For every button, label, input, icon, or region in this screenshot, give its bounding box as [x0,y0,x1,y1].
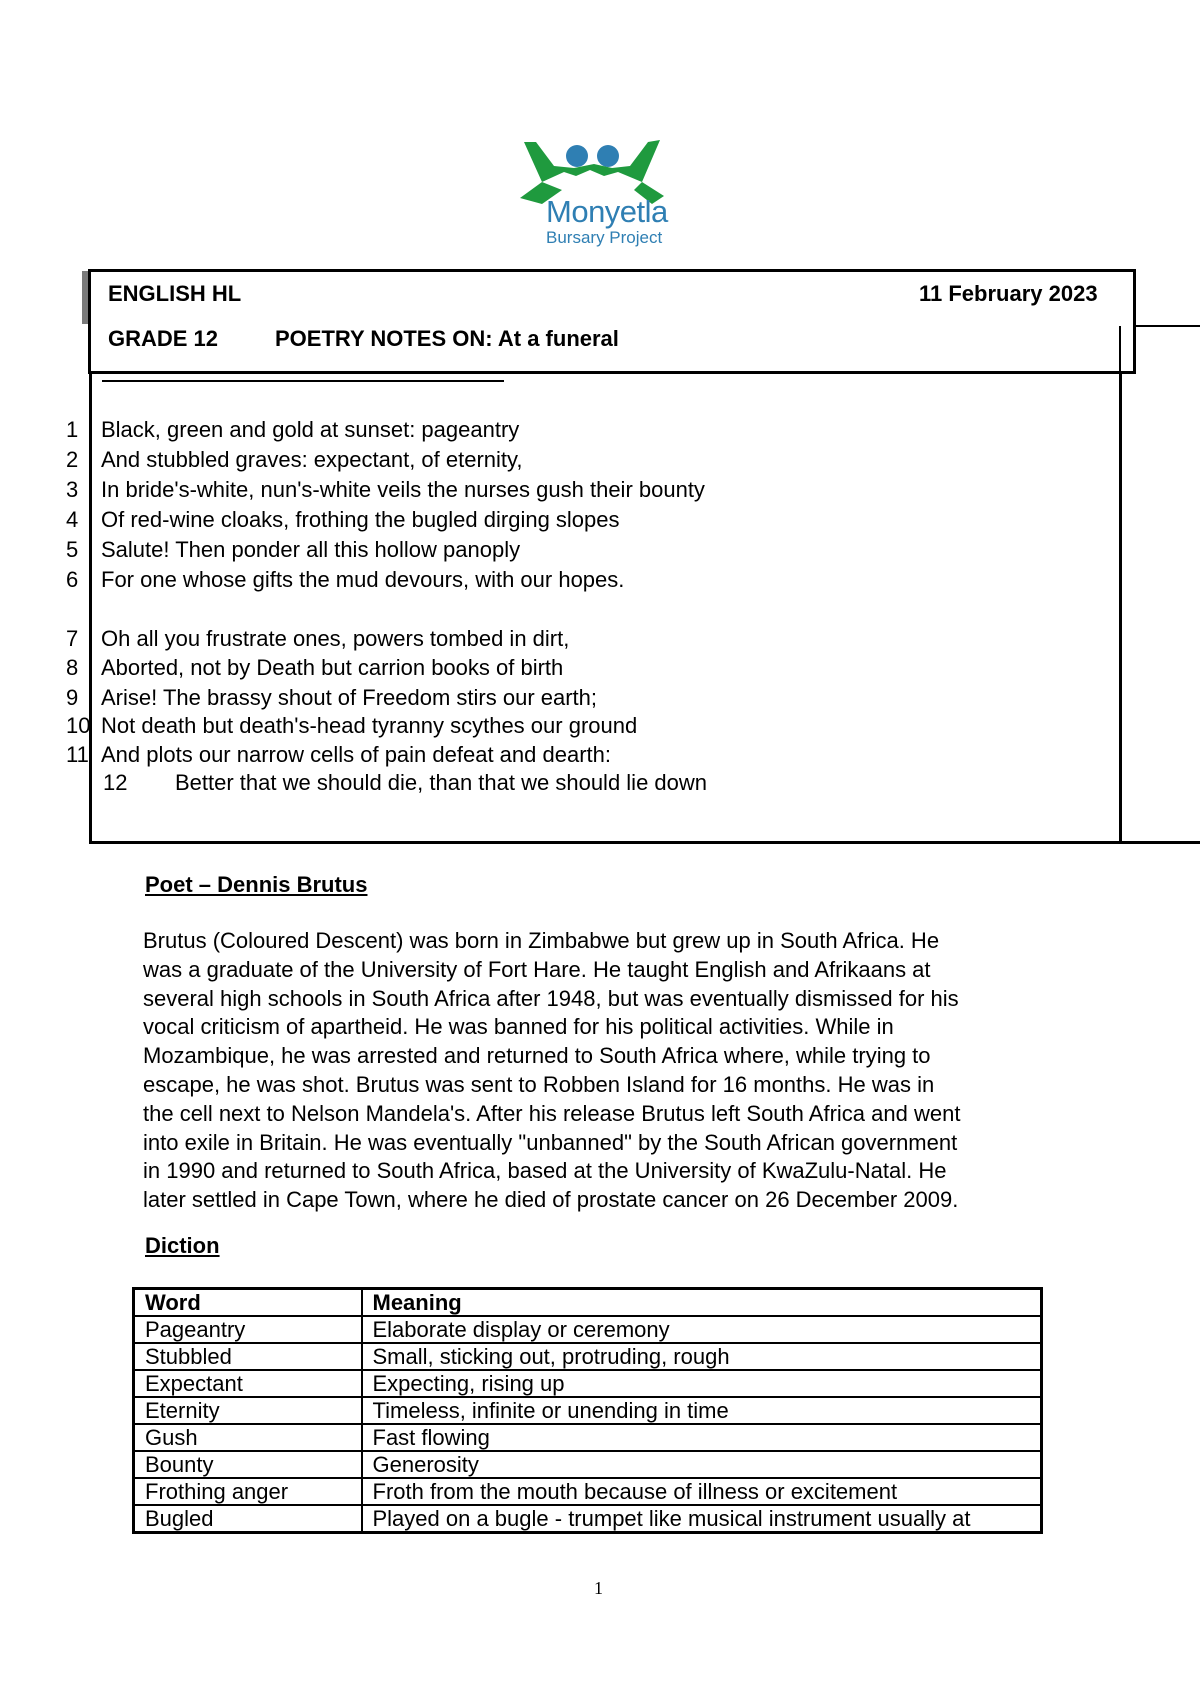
bio-line: escape, he was shot. Brutus was sent to Robben Island for 16 months. He was in [143,1071,935,1097]
poem-line: Better that we should die, than that we should lie down [175,770,708,795]
table-row [134,1397,1042,1424]
bio-line: vocal criticism of apartheid. He was banned for his political activities. While in [143,1014,894,1040]
line-number: 1 [66,417,79,442]
bio-line: was a graduate of the University of Fort Hare. He taught English and Afrikaans at [143,956,931,982]
diction-heading: Diction [145,1233,220,1258]
poem-frame-bottom [89,841,1200,844]
poem-line: Salute! Then ponder all this hollow panoply [101,537,521,562]
table-row [134,1343,1042,1370]
poem-line: In bride's-white, nun's-white veils the nurses gush their bounty [101,477,705,502]
meaning-cell: Expecting, rising up [362,1370,1042,1397]
line-number: 10 [66,713,91,738]
line-number: 8 [66,655,79,680]
poem-line: Arise! The brassy shout of Freedom stirs our earth; [101,685,598,710]
word-cell: Frothing anger [134,1478,362,1505]
poem-line: Black, green and gold at sunset: pageantry [101,417,520,442]
word-cell: Bounty [134,1451,362,1478]
line-number: 12 [103,770,128,795]
poem-line: Oh all you frustrate ones, powers tombed in dirt, [101,626,570,651]
poet-biography [143,927,1063,1215]
meaning-cell: Elaborate display or ceremony [362,1316,1042,1343]
line-number: 3 [66,477,79,502]
poem-frame-left [89,374,92,843]
column-header-meaning: Meaning [362,1289,1042,1317]
meaning-cell: Timeless, infinite or unending in time [362,1397,1042,1424]
line-number: 9 [66,685,79,710]
table-row [134,1505,1042,1533]
poem-line: Not death but death's-head tyranny scythes our ground [101,713,638,738]
bio-line: in 1990 and returned to South Africa, based at the University of KwaZulu-Natal. He [143,1158,947,1184]
column-header-word: Word [134,1289,362,1317]
header-box [88,269,1136,374]
line-number: 7 [66,626,79,651]
poet-heading: Poet – Dennis Brutus [145,872,368,897]
logo-name: Monyetla [546,194,668,229]
poem-line: For one whose gifts the mud devours, with our hopes. [101,567,625,592]
bio-line: later settled in Cape Town, where he died of prostate cancer on 26 December 2009. [143,1187,959,1213]
line-number: 5 [66,537,79,562]
word-cell: Stubbled [134,1343,362,1370]
table-row [134,1478,1042,1505]
subject-label: ENGLISH HL [108,281,242,306]
line-number: 6 [66,567,79,592]
poem-frame-right [1119,374,1122,843]
table-row [134,1451,1042,1478]
bio-line: the cell next to Nelson Mandela's. After his release Brutus left South Africa and went [143,1100,961,1126]
header-side-line [1136,325,1200,327]
table-row [134,1316,1042,1343]
poem-top-rule [102,380,504,382]
table-row [134,1424,1042,1451]
monyetla-logo [512,130,692,248]
logo-subtitle: Bursary Project [546,228,663,247]
bio-line: Brutus (Coloured Descent) was born in Zimbabwe but grew up in South Africa. He [143,928,940,953]
word-cell: Bugled [134,1505,362,1533]
line-number: 2 [66,447,79,472]
poem-line: Aborted, not by Death but carrion books of birth [101,655,564,680]
line-number: 4 [66,507,79,532]
word-cell: Eternity [134,1397,362,1424]
line-number: 11 [66,742,89,767]
poem-line: Of red-wine cloaks, frothing the bugled dirging slopes [101,507,620,532]
table-row [134,1370,1042,1397]
meaning-cell: Froth from the mouth because of illness or excitement [362,1478,1042,1505]
poem-line: And plots our narrow cells of pain defeat and dearth: [101,742,611,767]
meaning-cell: Generosity [362,1451,1042,1478]
diction-table [132,1287,1043,1534]
meaning-cell: Small, sticking out, protruding, rough [362,1343,1042,1370]
poem-line: And stubbled graves: expectant, of eternity, [101,447,523,472]
date-label: 11 February 2023 [919,281,1098,306]
word-cell: Gush [134,1424,362,1451]
meaning-cell: Played on a bugle - trumpet like musical instrument usually at [362,1505,1042,1533]
table-header-row [134,1289,1042,1317]
page-number: 1 [594,1578,603,1598]
topic-label: POETRY NOTES ON: At a funeral [275,326,619,351]
bio-line: Mozambique, he was arrested and returned to South Africa where, while trying to [143,1043,931,1069]
word-cell: Expectant [134,1370,362,1397]
grade-label: GRADE 12 [108,326,219,351]
word-cell: Pageantry [134,1316,362,1343]
bio-line: several high schools in South Africa after 1948, but was eventually dismissed for his [143,985,959,1011]
meaning-cell: Fast flowing [362,1424,1042,1451]
bio-line: into exile in Britain. He was eventually "unbanned" by the South African government [143,1129,958,1155]
